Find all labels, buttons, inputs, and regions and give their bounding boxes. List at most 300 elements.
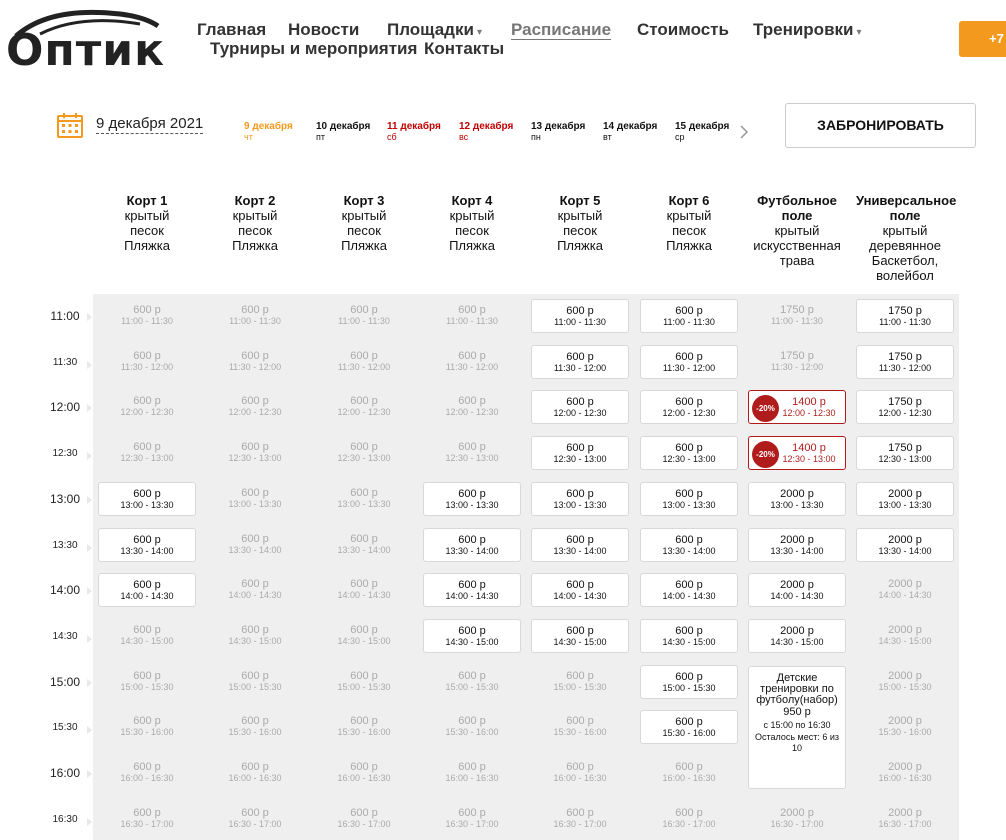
time-slot[interactable] [531, 619, 629, 653]
slot-time: 16:30 - 17:00 [445, 819, 499, 829]
slot-price: 600 р [241, 487, 269, 499]
event-spots-count: 10 [791, 743, 802, 753]
slot-price: 600 р [241, 350, 269, 362]
slot-time: 14:30 - 15:00 [337, 636, 391, 646]
court-detail: волейбол [876, 268, 934, 283]
nav-item-contacts[interactable]: Контакты [424, 39, 505, 58]
time-label: 13:00 [44, 492, 86, 506]
time-slot [531, 710, 629, 744]
slot-time: 13:00 - 13:30 [770, 500, 824, 510]
time-slot[interactable] [640, 710, 738, 744]
slot-price: 600 р [566, 351, 594, 363]
court-detail: искусственная [753, 238, 841, 253]
nav-item-home[interactable]: Главная [197, 20, 267, 39]
time-slot[interactable] [640, 436, 738, 470]
event-title-line: тренировки по [760, 683, 834, 695]
slot-price: 600 р [566, 670, 594, 682]
time-slot [423, 299, 521, 333]
time-slot [315, 619, 413, 653]
time-slot [640, 756, 738, 790]
slot-time: 15:30 - 16:00 [662, 728, 716, 738]
slot-time: 11:30 - 12:00 [337, 362, 391, 372]
discount-badge: -20% [752, 441, 779, 468]
book-button[interactable]: ЗАБРОНИРОВАТЬ [785, 103, 976, 148]
slot-time: 15:00 - 15:30 [445, 682, 499, 692]
court-header [852, 193, 958, 283]
slot-time: 12:30 - 13:00 [878, 454, 932, 464]
day-tab-13[interactable] [531, 121, 585, 143]
slot-time: 16:00 - 16:30 [337, 773, 391, 783]
time-slot[interactable] [531, 528, 629, 562]
time-slot[interactable] [856, 390, 954, 424]
time-slot [856, 802, 954, 836]
slot-time: 16:30 - 17:00 [337, 819, 391, 829]
day-tab-15[interactable] [675, 121, 729, 143]
slot-price: 1750 р [888, 442, 922, 454]
day-tab-14[interactable] [603, 121, 657, 143]
day-weekday: чт [244, 132, 253, 142]
court-detail: песок [130, 223, 164, 238]
court-name: Универсальное поле [856, 193, 957, 223]
time-label: 13:30 [44, 540, 86, 551]
slot-time: 15:30 - 16:00 [553, 727, 607, 737]
day-tab-9[interactable] [244, 121, 293, 143]
slot-price: 600 р [458, 395, 486, 407]
court-detail: крытый [557, 208, 603, 223]
time-slot[interactable] [640, 345, 738, 379]
slot-price: 600 р [675, 351, 703, 363]
time-slot[interactable] [640, 299, 738, 333]
slot-price: 600 р [675, 579, 703, 591]
time-slot[interactable] [748, 573, 846, 607]
slot-price: 600 р [350, 350, 378, 362]
slot-time: 11:30 - 12:00 [770, 362, 824, 372]
time-slot [206, 528, 304, 562]
time-slot[interactable] [748, 436, 846, 470]
slot-time: 11:00 - 11:30 [446, 316, 498, 326]
phone-button[interactable]: +7 [959, 21, 1006, 57]
calendar-icon[interactable] [57, 112, 83, 138]
event-title-line: Детские [776, 672, 818, 684]
time-slot [206, 619, 304, 653]
time-slot [315, 665, 413, 699]
nav-item-prices[interactable]: Стоимость [637, 20, 729, 39]
time-slot[interactable] [98, 528, 196, 562]
current-date-picker[interactable]: 9 декабря 2021 [96, 115, 204, 132]
time-slot [206, 436, 304, 470]
time-slot [856, 710, 954, 744]
time-slot [206, 573, 304, 607]
court-name: Корт 2 [234, 193, 276, 208]
slot-price: 600 р [458, 715, 486, 727]
time-label: 11:30 [44, 357, 86, 368]
time-slot [856, 573, 954, 607]
day-date: 11 декабря [387, 121, 441, 132]
slot-price: 600 р [458, 534, 486, 546]
slot-time: 11:00 - 11:30 [338, 316, 390, 326]
slot-time: 14:00 - 14:30 [878, 590, 932, 600]
slot-time: 16:30 - 17:00 [770, 819, 824, 829]
slot-price: 600 р [675, 671, 703, 683]
slot-time: 13:00 - 13:30 [553, 500, 607, 510]
slot-price: 600 р [133, 670, 161, 682]
time-slot[interactable] [748, 390, 846, 424]
time-label: 12:00 [44, 400, 86, 414]
court-detail: песок [238, 223, 272, 238]
court-header [419, 193, 525, 253]
slot-time: 14:30 - 15:00 [878, 636, 932, 646]
time-slot[interactable] [856, 299, 954, 333]
slot-price: 600 р [458, 761, 486, 773]
time-slot [206, 665, 304, 699]
time-slot[interactable] [531, 573, 629, 607]
time-slot[interactable] [423, 619, 521, 653]
slot-price: 1750 р [888, 305, 922, 317]
time-slot [98, 665, 196, 699]
court-name: Корт 5 [559, 193, 601, 208]
slot-price: 600 р [350, 304, 378, 316]
slot-price: 600 р [675, 442, 703, 454]
nav-item-news[interactable]: Новости [288, 20, 360, 39]
nav-item-venues[interactable]: Площадки ▾ [387, 20, 482, 39]
time-slot [98, 802, 196, 836]
slot-time: 13:00 - 13:30 [662, 500, 716, 510]
slot-price: 600 р [133, 488, 161, 500]
slot-time: 16:30 - 17:00 [662, 819, 716, 829]
slot-time: 13:00 - 13:30 [445, 500, 499, 510]
slot-price: 600 р [675, 305, 703, 317]
slot-time: 12:00 - 12:30 [228, 407, 282, 417]
day-date: 9 декабря [244, 121, 293, 132]
court-detail: деревянное [869, 238, 941, 253]
slot-time: 14:00 - 14:30 [445, 591, 499, 601]
time-slot[interactable] [748, 528, 846, 562]
time-slot [423, 345, 521, 379]
slot-price: 600 р [566, 625, 594, 637]
time-slot [423, 436, 521, 470]
time-slot[interactable] [531, 345, 629, 379]
time-slot [206, 390, 304, 424]
court-detail: крытый [232, 208, 278, 223]
time-slot [748, 299, 846, 333]
time-slot[interactable] [423, 528, 521, 562]
slot-time: 16:00 - 16:30 [120, 773, 174, 783]
event-card[interactable] [748, 666, 846, 789]
event-time: с 15:00 по 16:30 [763, 720, 831, 730]
court-detail: песок [347, 223, 381, 238]
time-slot [856, 756, 954, 790]
slot-time: 13:00 - 13:30 [337, 499, 391, 509]
slot-price: 600 р [133, 304, 161, 316]
time-slot[interactable] [640, 482, 738, 516]
slot-time: 16:30 - 17:00 [553, 819, 607, 829]
time-slot [315, 802, 413, 836]
day-weekday: пт [316, 132, 325, 142]
slot-time: 11:30 - 12:00 [553, 363, 607, 373]
slot-price: 2000 р [888, 578, 922, 590]
slot-time: 13:00 - 13:30 [878, 500, 932, 510]
slot-price: 1400 р [792, 442, 826, 454]
time-slot[interactable] [640, 619, 738, 653]
logo[interactable] [6, 8, 165, 76]
slot-price: 600 р [566, 442, 594, 454]
time-slot[interactable] [748, 482, 846, 516]
time-slot [98, 436, 196, 470]
slot-time: 14:00 - 14:30 [337, 590, 391, 600]
time-slot [98, 619, 196, 653]
court-header [311, 193, 417, 253]
court-detail: трава [779, 253, 815, 268]
slot-time: 15:30 - 16:00 [878, 727, 932, 737]
slot-price: 600 р [675, 534, 703, 546]
slot-time: 11:00 - 11:30 [229, 316, 281, 326]
court-name: Корт 6 [668, 193, 710, 208]
nav-item-trainings[interactable]: Тренировки ▾ [753, 20, 862, 39]
slot-price: 600 р [566, 761, 594, 773]
slot-time: 14:30 - 15:00 [445, 637, 499, 647]
slot-time: 11:30 - 12:00 [878, 363, 932, 373]
time-slot[interactable] [856, 528, 954, 562]
time-slot [315, 436, 413, 470]
slot-price: 600 р [458, 350, 486, 362]
court-detail: Пляжка [666, 238, 712, 253]
time-label: 15:00 [44, 675, 86, 689]
time-slot[interactable] [98, 482, 196, 516]
time-label: 14:30 [44, 631, 86, 642]
time-slot [748, 802, 846, 836]
court-detail: Пляжка [341, 238, 387, 253]
slot-price: 600 р [241, 715, 269, 727]
court-name: Корт 4 [451, 193, 493, 208]
slot-time: 11:00 - 11:30 [663, 317, 715, 327]
slot-price: 600 р [458, 441, 486, 453]
day-tab-11[interactable] [387, 121, 441, 143]
time-label: 16:30 [44, 814, 86, 825]
time-slot [98, 299, 196, 333]
slot-time: 16:00 - 16:30 [878, 773, 932, 783]
court-header [744, 193, 850, 268]
slot-time: 16:00 - 16:30 [553, 773, 607, 783]
time-slot[interactable] [531, 390, 629, 424]
slot-price: 2000 р [888, 807, 922, 819]
time-label: 11:00 [44, 309, 86, 323]
slot-price: 600 р [675, 488, 703, 500]
time-slot [531, 802, 629, 836]
time-slot[interactable] [531, 299, 629, 333]
slot-time: 14:00 - 14:30 [228, 590, 282, 600]
court-name: Корт 1 [126, 193, 168, 208]
slot-price: 1750 р [888, 351, 922, 363]
slot-time: 15:00 - 15:30 [120, 682, 174, 692]
time-slot[interactable] [856, 436, 954, 470]
slot-time: 15:00 - 15:30 [878, 682, 932, 692]
event-title-line: футболу(набор) [756, 694, 838, 706]
court-detail: крытый [341, 208, 387, 223]
court-detail: Пляжка [232, 238, 278, 253]
time-slot [423, 665, 521, 699]
slot-price: 2000 р [888, 488, 922, 500]
slot-time: 14:00 - 14:30 [662, 591, 716, 601]
time-slot [315, 756, 413, 790]
slot-time: 16:30 - 17:00 [878, 819, 932, 829]
time-label: 16:00 [44, 766, 86, 780]
slot-price: 600 р [675, 761, 703, 773]
slot-price: 600 р [566, 534, 594, 546]
slot-time: 14:30 - 15:00 [228, 636, 282, 646]
time-slot[interactable] [423, 482, 521, 516]
slot-time: 14:30 - 15:00 [662, 637, 716, 647]
slot-price: 600 р [133, 395, 161, 407]
time-slot[interactable] [748, 619, 846, 653]
slot-price: 600 р [133, 579, 161, 591]
slot-time: 15:30 - 16:00 [337, 727, 391, 737]
slot-price: 600 р [566, 579, 594, 591]
slot-price: 600 р [241, 395, 269, 407]
slot-price: 600 р [133, 534, 161, 546]
court-detail: крытый [882, 223, 928, 238]
slot-price: 600 р [458, 670, 486, 682]
time-slot[interactable] [98, 573, 196, 607]
slot-time: 14:00 - 14:30 [553, 591, 607, 601]
time-slot [423, 802, 521, 836]
slot-price: 600 р [241, 624, 269, 636]
day-date: 15 декабря [675, 121, 730, 132]
slot-time: 15:30 - 16:00 [445, 727, 499, 737]
slot-time: 11:00 - 11:30 [554, 317, 606, 327]
slot-time: 16:00 - 16:30 [445, 773, 499, 783]
time-slot [315, 528, 413, 562]
slot-price: 600 р [458, 625, 486, 637]
time-slot[interactable] [640, 528, 738, 562]
slot-time: 12:30 - 13:00 [662, 454, 716, 464]
slot-price: 600 р [350, 807, 378, 819]
slot-time: 12:30 - 13:00 [120, 453, 174, 463]
slot-price: 600 р [458, 304, 486, 316]
time-slot [315, 299, 413, 333]
slot-price: 600 р [350, 715, 378, 727]
slot-time: 13:30 - 14:00 [120, 546, 174, 556]
time-slot [206, 345, 304, 379]
slot-price: 600 р [133, 807, 161, 819]
time-slot[interactable] [423, 573, 521, 607]
court-detail: крытый [449, 208, 495, 223]
court-detail: Пляжка [449, 238, 495, 253]
nav-item-schedule[interactable]: Расписание [511, 20, 612, 39]
logo-text: Оптик [6, 25, 165, 76]
slot-time: 12:00 - 12:30 [782, 408, 836, 418]
slot-price: 600 р [458, 579, 486, 591]
slot-price: 1750 р [780, 350, 814, 362]
court-detail: песок [455, 223, 489, 238]
discount-badge: -20% [752, 395, 779, 422]
time-label: 15:30 [44, 722, 86, 733]
slot-price: 600 р [458, 488, 486, 500]
time-slot[interactable] [640, 390, 738, 424]
slot-time: 16:00 - 16:30 [662, 773, 716, 783]
slot-time: 13:30 - 14:00 [662, 546, 716, 556]
court-header [202, 193, 308, 253]
slot-time: 15:30 - 16:00 [120, 727, 174, 737]
slot-time: 11:30 - 12:00 [662, 363, 716, 373]
slot-price: 2000 р [888, 534, 922, 546]
chevron-down-icon: ▾ [856, 27, 862, 38]
slot-time: 12:30 - 13:00 [553, 454, 607, 464]
time-slot[interactable] [640, 573, 738, 607]
slot-price: 600 р [350, 533, 378, 545]
slot-time: 12:00 - 12:30 [120, 407, 174, 417]
slot-price: 2000 р [888, 670, 922, 682]
slot-time: 11:30 - 12:00 [120, 362, 174, 372]
slot-price: 1750 р [780, 304, 814, 316]
slot-price: 600 р [350, 670, 378, 682]
day-date: 13 декабря [531, 121, 586, 132]
time-slot [423, 390, 521, 424]
time-slot [748, 345, 846, 379]
court-name: Корт 3 [343, 193, 385, 208]
slot-price: 600 р [241, 670, 269, 682]
slot-price: 600 р [350, 761, 378, 773]
time-slot [315, 390, 413, 424]
slot-time: 16:30 - 17:00 [120, 819, 174, 829]
slot-price: 600 р [675, 716, 703, 728]
time-slot [206, 482, 304, 516]
court-name: Футбольное поле [757, 193, 837, 223]
slot-price: 600 р [350, 624, 378, 636]
slot-time: 11:00 - 11:30 [121, 316, 173, 326]
slot-time: 15:00 - 15:30 [228, 682, 282, 692]
slot-price: 600 р [133, 441, 161, 453]
day-tab-12[interactable] [459, 121, 513, 143]
chevron-right-icon[interactable] [739, 124, 749, 140]
slot-time: 12:00 - 12:30 [553, 408, 607, 418]
time-slot [423, 710, 521, 744]
slot-time: 13:30 - 14:00 [878, 546, 932, 556]
time-slot[interactable] [531, 436, 629, 470]
slot-price: 2000 р [888, 761, 922, 773]
day-date: 14 декабря [603, 121, 658, 132]
slot-time: 14:00 - 14:30 [120, 591, 174, 601]
time-slot [315, 482, 413, 516]
slot-price: 600 р [566, 488, 594, 500]
slot-time: 13:30 - 14:00 [770, 546, 824, 556]
court-detail: крытый [124, 208, 170, 223]
slot-time: 12:00 - 12:30 [445, 407, 499, 417]
slot-time: 12:30 - 13:00 [337, 453, 391, 463]
time-slot [531, 756, 629, 790]
time-slot [206, 299, 304, 333]
day-tab-10[interactable] [316, 121, 370, 143]
time-slot[interactable] [856, 482, 954, 516]
slot-time: 11:00 - 11:30 [879, 317, 931, 327]
time-slot [531, 665, 629, 699]
slot-price: 600 р [566, 715, 594, 727]
event-spots: Осталось мест: 6 из [754, 732, 840, 742]
slot-time: 13:00 - 13:30 [228, 499, 282, 509]
slot-price: 2000 р [888, 624, 922, 636]
slot-time: 14:30 - 15:00 [120, 636, 174, 646]
time-slot[interactable] [531, 482, 629, 516]
court-detail: Пляжка [124, 238, 170, 253]
time-slot [315, 573, 413, 607]
slot-time: 11:30 - 12:00 [228, 362, 282, 372]
time-slot[interactable] [640, 665, 738, 699]
time-slot[interactable] [856, 345, 954, 379]
chevron-down-icon: ▾ [476, 27, 482, 38]
slot-time: 14:30 - 15:00 [553, 637, 607, 647]
slot-time: 11:00 - 11:30 [771, 316, 823, 326]
nav-item-tournaments[interactable]: Турниры и мероприятия [210, 39, 418, 58]
slot-price: 600 р [133, 715, 161, 727]
